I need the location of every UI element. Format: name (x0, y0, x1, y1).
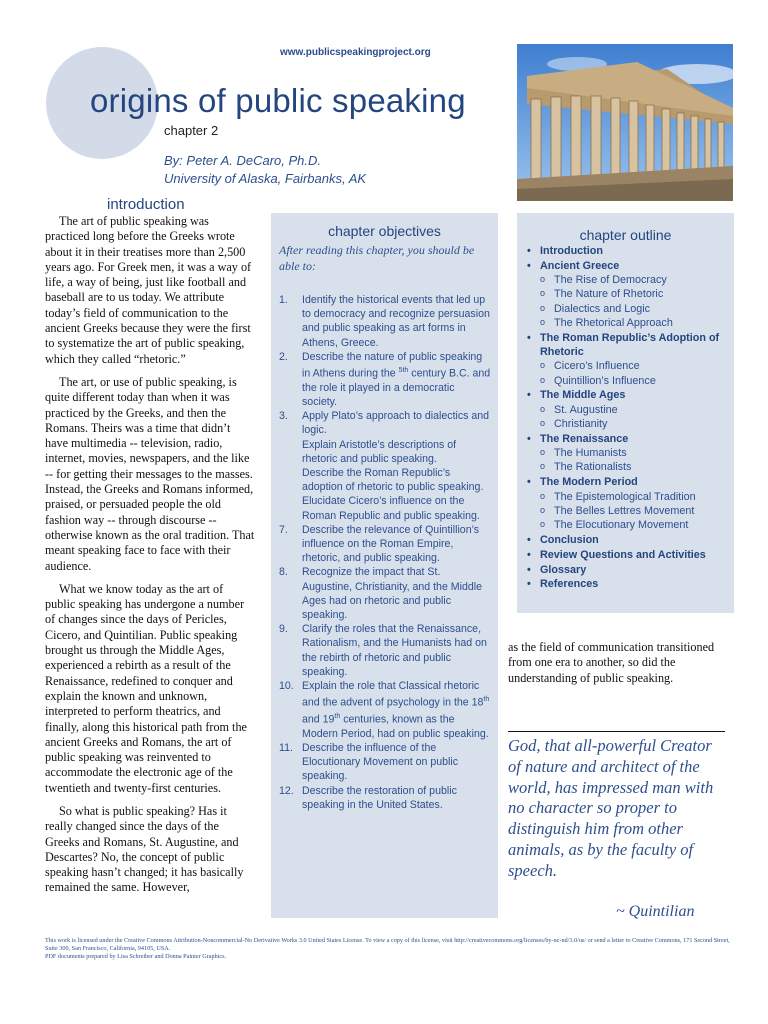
outline-subitem[interactable]: o The Epistemological Tradition (527, 490, 732, 504)
outline-subitem[interactable]: o Cicero’s Influence (527, 359, 732, 373)
objective-superscript: 5th (398, 367, 409, 375)
objective-item (279, 466, 491, 494)
objective-text: Describe the Roman Republic’s adoption of rhetoric to public speaking. (302, 466, 484, 494)
outline-subitem[interactable]: o The Rationalists (527, 460, 732, 474)
outline-item[interactable]: • Conclusion (527, 533, 732, 547)
objective-number: 2. (279, 350, 288, 363)
objective-item (279, 679, 491, 741)
intro-paragraph: So what is public speaking? Has it really changed since the days of the Greeks and Romans, St. Augustine, and Descartes? No, the concept of public speaking hasn’t changed; it has basically remained the same. However, (45, 803, 244, 895)
objective-text: Describe the nature of public speaking in Athens during the (302, 350, 483, 380)
outline-subitem[interactable]: o Dialectics and Logic (527, 302, 732, 316)
objective-item (279, 784, 491, 812)
objective-text: and 19 (302, 713, 335, 726)
author-name: By: Peter A. DeCaro, Ph.D. (164, 153, 322, 168)
outline-subitem[interactable]: o The Nature of Rhetoric (527, 287, 732, 301)
objective-item (279, 350, 491, 409)
objective-text: Apply Plato’s approach to dialectics and logic. (302, 410, 490, 437)
objectives-list (279, 293, 491, 812)
objective-text: Describe the relevance of Quintillion’s influence on the Roman Empire, rhetoric, and public speaking. (302, 523, 480, 565)
objective-text: Recognize the impact that St. Augustine, Christianity, and the Middle Ages had on rhetoric and public speaking. (302, 566, 482, 621)
objective-text: centuries, known as the Modern Period, had on public speaking. (302, 713, 489, 740)
outline-item[interactable]: • Glossary (527, 563, 732, 577)
outline-subitem[interactable]: o Christianity (527, 417, 732, 431)
intro-paragraph: What we know today as the art of public speaking has undergone a number of changes since the days of Pericles, Cicero, and Quintilian. Public speaking brought us through the Middle Ages, experienced a rebirth as a result of the Renaissance, redefined to conquer and explain the known and unknown, interpreted to perform theatrics, and finally, along this historical path from the ancient Greeks and Romans, the art of public speaking was reinvented to accommodate the electronic age of the twentieth and twenty-first centuries. (45, 581, 247, 795)
outline-item[interactable]: • References (527, 577, 732, 591)
quote-attribution: ~ Quintilian (616, 903, 695, 920)
site-url[interactable]: www.publicspeakingproject.org (280, 47, 431, 58)
outline-item[interactable]: • The Roman Republic’s Adoption of Rhetoric (527, 331, 732, 360)
objective-superscript: th (334, 712, 341, 720)
outline-list (527, 244, 732, 592)
objective-superscript: th (483, 696, 490, 704)
chapter-objectives-box (271, 213, 498, 918)
objective-number: 10. (279, 680, 294, 693)
chapter-outline-box (517, 213, 734, 613)
objective-text: Clarify the roles that the Renaissance, Rationalism, and the Humanists had on the rebirth of rhetoric and public speaking. (302, 623, 487, 678)
license-footer (45, 937, 735, 962)
page-title: origins of public speaking (90, 82, 466, 119)
objectives-intro: After reading this chapter, you should be able to: (279, 243, 475, 273)
intro-continuation: as the field of communication transitioned from one era to another, so did the understanding of public speaking. (508, 640, 715, 685)
objective-item (279, 494, 491, 522)
objective-text: Explain Aristotle’s descriptions of rhetoric and public speaking. (302, 438, 457, 465)
objective-text: Identify the historical events that led up to democracy and recognize persuasion and public speaking as art forms in Athens, Greece. (302, 294, 490, 349)
chapter-label: chapter 2 (164, 123, 219, 138)
introduction-body (45, 214, 255, 904)
objective-item (279, 622, 491, 679)
objective-text: Describe the influence of the Elocutionary Movement on public speaking. (302, 741, 459, 783)
objectives-heading: chapter objectives (328, 223, 441, 239)
objective-item (279, 293, 491, 350)
parthenon-illustration (517, 44, 733, 201)
outline-subitem[interactable]: o The Elocutionary Movement (527, 518, 732, 532)
outline-item[interactable]: • Introduction (527, 244, 732, 258)
objective-item (279, 438, 491, 466)
pull-quote: God, that all-powerful Creator of nature and architect of the world, has impressed man with no character so proper to distinguish him from other animals, as by the faculty of speech. (508, 736, 714, 880)
objective-item (279, 409, 491, 437)
outline-subitem[interactable]: o The Rise of Democracy (527, 273, 732, 287)
outline-item[interactable]: • The Middle Ages (527, 388, 732, 402)
parthenon-image (517, 44, 733, 201)
outline-subitem[interactable]: o The Humanists (527, 446, 732, 460)
license-text: This work is licensed under the Creative Commons Attribution-Noncommercial-No Derivative Works 3.0 United States License. To view a copy of this license, visit http://creativecommons.org/licenses/by-nc-nd/3.0/us/ or send a letter to Creative Commons, 171 Second Street, Suite 300, San Francisco, California, 94105, USA. (45, 937, 730, 953)
objective-text: Elucidate Cicero’s influence on the Roman Republic and public speaking. (302, 495, 480, 522)
outline-item[interactable]: • Review Questions and Activities (527, 548, 732, 562)
intro-paragraph: The art, or use of public speaking, is quite different today than when it was practiced by the Greeks, and then the Romans. Theirs was a time that didn’t have multimedia -- television, radio, internet, movies, newspapers, and the like -- for getting their messages to the masses. Instead, the Greeks and Romans informed, praised, or persuaded people the old fashion way -- through discourse -- otherwise known as the oral tradition. That meant speaking face to face with their audience. (45, 374, 255, 573)
credit-text: PDF documents prepared by Lisa Schreiber and Donna Painter Graphics. (45, 953, 227, 961)
objective-item (279, 741, 491, 784)
objective-number: 1. (279, 294, 288, 306)
outline-item[interactable]: • The Renaissance (527, 432, 732, 446)
introduction-heading: introduction (107, 196, 185, 213)
intro-paragraph: The art of public speaking was practiced long before the Greeks wrote about it in their treatises more than 2,500 years ago. For Greek men, it was a way of life, a way of being, just like football and baseball are to us today. We attribute today’s field of communication to the ancient Greeks because they were the first to systematize the art of public speaking, which they called “rhetoric.” (45, 214, 252, 366)
objective-item (279, 565, 491, 622)
outline-subitem[interactable]: o Quintillion’s Influence (527, 374, 732, 388)
objective-number: 11. (279, 741, 293, 754)
objective-text: Describe the restoration of public speaking in the United States. (302, 784, 457, 811)
objective-number: 7. (279, 523, 288, 536)
outline-heading: chapter outline (579, 227, 672, 243)
objective-number: 8. (279, 566, 288, 579)
outline-subitem[interactable]: o The Belles Lettres Movement (527, 504, 732, 518)
quote-divider (508, 731, 725, 732)
outline-subitem[interactable]: o St. Augustine (527, 403, 732, 417)
objective-item (279, 523, 491, 566)
objective-text: century B.C. and the role it played in a democratic society. (302, 367, 491, 408)
author-affiliation: University of Alaska, Fairbanks, AK (164, 171, 367, 186)
objective-text: Explain the role that Classical rhetoric and the advent of psychology in the 18 (302, 680, 484, 709)
objective-number: 9. (279, 623, 288, 636)
outline-subitem[interactable]: o The Rhetorical Approach (527, 316, 732, 330)
outline-item[interactable]: • The Modern Period (527, 475, 732, 489)
objective-number: 12. (279, 784, 294, 797)
outline-item[interactable]: • Ancient Greece (527, 259, 732, 273)
objective-number: 3. (279, 410, 288, 423)
author-block (164, 152, 366, 188)
